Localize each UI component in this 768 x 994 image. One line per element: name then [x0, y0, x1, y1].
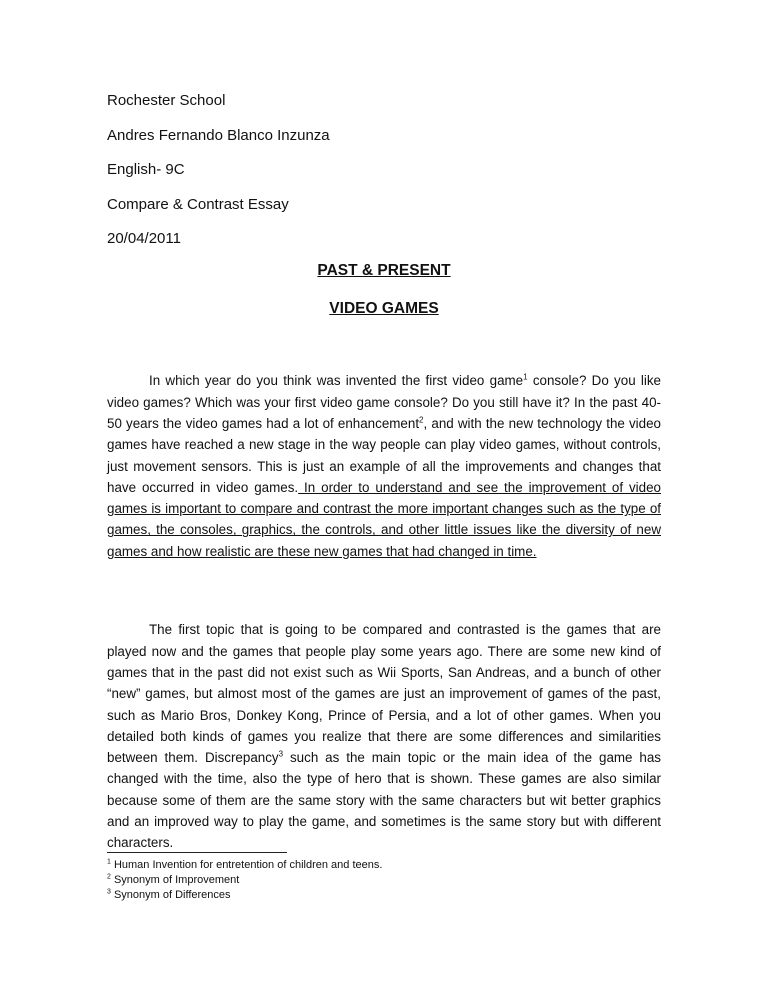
class-name: English- 9C: [107, 161, 185, 178]
footnote-text: Human Invention for entretention of children and teens.: [110, 859, 383, 871]
footnote-1: [107, 858, 382, 873]
intro-text-2: console? Do you like video games? Which was your first video game console? Do you still have it? In the past 40-50 years the video games had a lot of enhancement: [107, 373, 661, 431]
essay-header: [107, 89, 330, 262]
footnote-text: Synonym of Improvement: [110, 874, 240, 886]
author-name: Andres Fernando Blanco Inzunza: [107, 126, 330, 144]
footnote-3: [107, 888, 382, 903]
footnote-ref-2: 2: [419, 415, 424, 425]
footnote-divider: [107, 852, 287, 853]
body-text-1: The first topic that is going to be compared and contrasted is the games that are played now and the games that people play some years ago. There are some new kind of games that in the past did not exist such as Wii Sports, San Andreas, and a bunch of other “new” games, but almost most of the games are just an improvement of games of the past, such as Mario Bros, Donkey Kong, Prince of Persia, and a lot of other games. When you detailed both kinds of games you realize that there are some differences and similarities between them. Discrepancy: [107, 622, 661, 766]
footnote-text: Synonym of Differences: [110, 889, 231, 901]
footnote-ref-3: 3: [278, 749, 284, 759]
body-text-2: such as the main topic or the main idea of the game has changed with the time, also the type of hero that is shown. These games are also similar because some of them are the same story with the same characters but wit better graphics and an improved way to play the game, and sometimes is the same story but with different characters.: [107, 750, 662, 851]
intro-text-1: In which year do you think was invented the first video game: [149, 373, 524, 389]
footnotes: [107, 858, 382, 903]
footnote-number: 2: [107, 873, 111, 881]
intro-text-3: , and with the new technology the video games have reached a new stage in the way people can play video games, without controls, just movement sensors. This is just an example of all the improvements and changes that have occurred in video games.: [107, 415, 661, 495]
assignment-name: Compare & Contrast Essay: [107, 195, 289, 213]
school-name: Rochester School: [107, 92, 226, 109]
essay-title-line-2: VIDEO GAMES: [329, 300, 439, 317]
body-paragraph-1: [107, 619, 661, 853]
essay-title-line-1: PAST & PRESENT: [317, 262, 451, 279]
footnote-number: 3: [107, 888, 111, 896]
footnote-2: [107, 873, 382, 888]
thesis-statement: In order to understand and see the improvement of video games is important to compare and contrast the more important changes such as the type of games, the consoles, graphics, the controls, and other little issues like the diversity of new games and how realistic are these new games that had changed in time.: [107, 479, 661, 559]
footnote-number: 1: [107, 858, 111, 866]
essay-date: 20/04/2011: [107, 230, 181, 247]
intro-paragraph: [107, 370, 661, 562]
footnote-ref-1: 1: [523, 372, 528, 382]
